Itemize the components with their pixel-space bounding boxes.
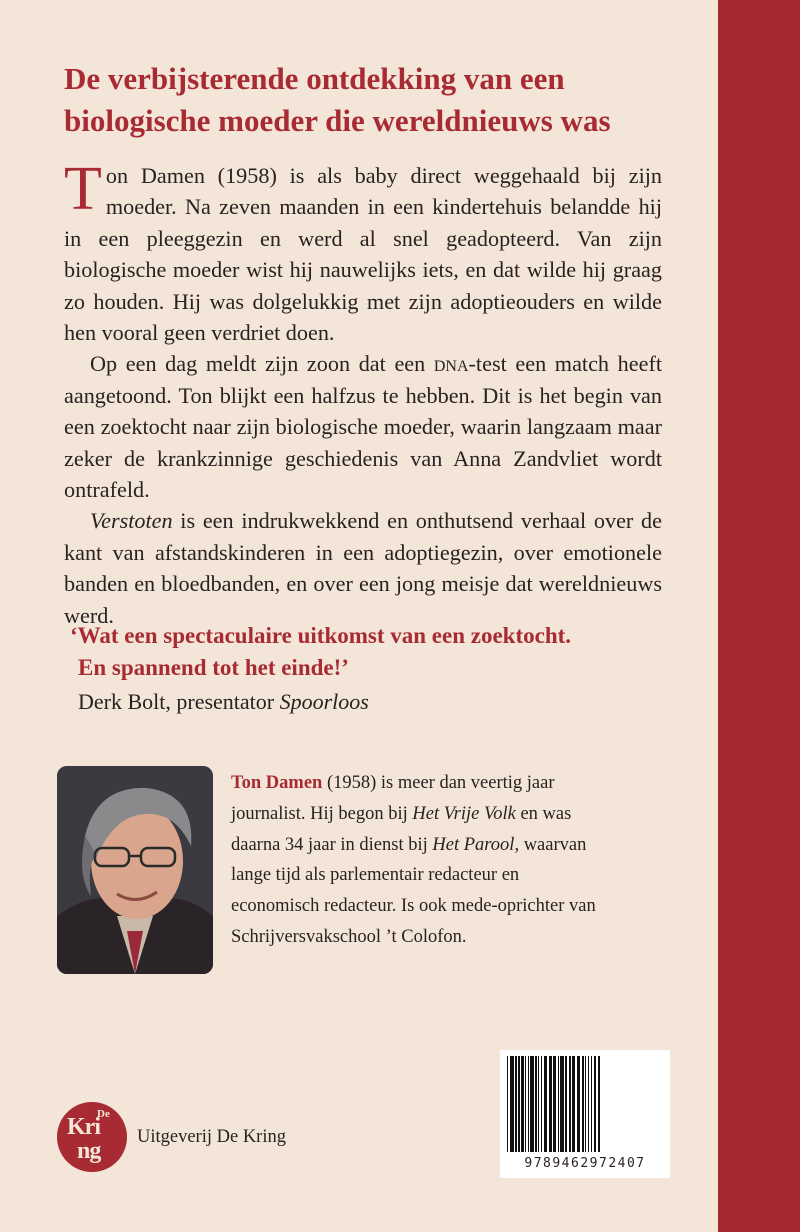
- logo-text-line-1: Kri: [67, 1114, 100, 1140]
- barcode-bar: [518, 1056, 520, 1152]
- barcode-bar: [582, 1056, 584, 1152]
- bio-text-a: (1958) is meer dan veertig jaar journalist. Hij begon bij: [231, 773, 555, 824]
- blurb-paragraph-1: [64, 155, 662, 348]
- author-portrait-illustration: [57, 766, 213, 974]
- bio-paper-2: Het Parool: [432, 834, 515, 855]
- barcode-bar: [507, 1056, 508, 1152]
- quote-line-2: En spannend tot het einde!’: [78, 655, 349, 680]
- blurb-p3-text: is een indrukwekkend en onthutsend verhaal over de kant van afstandskinderen in een adoptiegezin, over emotionele banden en bloedbanden, en over een jong meisje dat wereldnieuws werd.: [64, 508, 662, 628]
- author-photo: [57, 766, 213, 974]
- blurb-p2-dna: dna: [433, 351, 469, 377]
- headline: De verbijsterende ontdekking van een biologische moeder die wereldnieuws was: [64, 61, 611, 138]
- blurb: [64, 155, 663, 631]
- publisher-name: Uitgeverij De Kring: [137, 1126, 286, 1147]
- barcode-bar: [521, 1056, 524, 1152]
- logo-text-small: De: [97, 1108, 110, 1120]
- barcode-bar: [549, 1056, 552, 1152]
- blurb-p2-before: Op een dag meldt zijn zoon dat een: [90, 351, 434, 377]
- barcode-bar: [553, 1056, 556, 1152]
- barcode-bar: [530, 1056, 534, 1152]
- blurb-p2-after: -test een match heeft aangetoond. Ton blijkt een halfzus te hebben. Dit is het begin van een zoektocht naar zijn biologische moeder, waarin langzaam maar zeker de krankzinnige geschiedenis van Anna Zandvliet wordt ontrafeld.: [64, 351, 663, 503]
- quote-attribution-name: Derk Bolt, presentator: [78, 689, 280, 714]
- logo-text-line-2: ng: [77, 1138, 101, 1164]
- barcode-bar: [544, 1056, 547, 1152]
- bio-text-c: , waarvan lange tijd als parlementair redacteur en economisch redacteur. Is ook mede-oprichter van Schrijversvakschool ’t Colofon.: [231, 834, 596, 947]
- barcode-bar: [585, 1056, 586, 1152]
- author-name: Ton Damen: [231, 773, 323, 793]
- dropcap: T: [64, 155, 102, 223]
- barcode-bar: [525, 1056, 526, 1152]
- barcode-bar: [565, 1056, 567, 1152]
- publisher-logo: [57, 1102, 127, 1172]
- isbn-digits: 9789462972407: [524, 1156, 646, 1171]
- book-title: Verstoten: [90, 508, 173, 534]
- barcode-bars: [505, 1056, 665, 1156]
- barcode-bar: [538, 1056, 539, 1152]
- barcode-bar: [577, 1056, 580, 1152]
- barcode-bar: [591, 1056, 592, 1152]
- review-quote: [70, 620, 678, 718]
- bio-paper-1: Het Vrije Volk: [412, 803, 516, 824]
- publisher: [57, 1102, 286, 1172]
- barcode-bar: [569, 1056, 571, 1152]
- barcode: [500, 1050, 670, 1178]
- barcode-bar: [528, 1056, 529, 1152]
- barcode-bar: [598, 1056, 600, 1152]
- bio-text-b: en was daarna 34 jaar in dienst bij: [231, 803, 572, 855]
- author-bio: [231, 768, 601, 953]
- barcode-bar: [594, 1056, 596, 1152]
- quote-line-1: ‘Wat een spectaculaire uitkomst van een zoektocht.: [70, 623, 572, 648]
- quote-attribution: [78, 686, 678, 718]
- barcode-bar: [510, 1056, 514, 1152]
- spine-band: [718, 0, 800, 1232]
- blurb-p1-text: on Damen (1958) is als baby direct weggehaald bij zijn moeder. Na zeven maanden in een kindertehuis belandde hij in een pleeggezin en werd al snel geadopteerd. Van zijn biologische moeder wist hij nauwelijks iets, en dat wilde hij graag zo houden. Hij was dolgelukkig met zijn adoptieouders en wilde hen vooral geen verdriet doen.: [64, 163, 662, 346]
- barcode-bar: [572, 1056, 575, 1152]
- barcode-bar: [541, 1056, 542, 1152]
- blurb-paragraph-3: [64, 505, 662, 631]
- barcode-bar: [535, 1056, 537, 1152]
- blurb-paragraph-2: [64, 348, 662, 505]
- barcode-bar: [560, 1056, 564, 1152]
- barcode-bar: [588, 1056, 589, 1152]
- barcode-bar: [515, 1056, 517, 1152]
- barcode-bar: [558, 1056, 559, 1152]
- quote-show-title: Spoorloos: [279, 689, 369, 714]
